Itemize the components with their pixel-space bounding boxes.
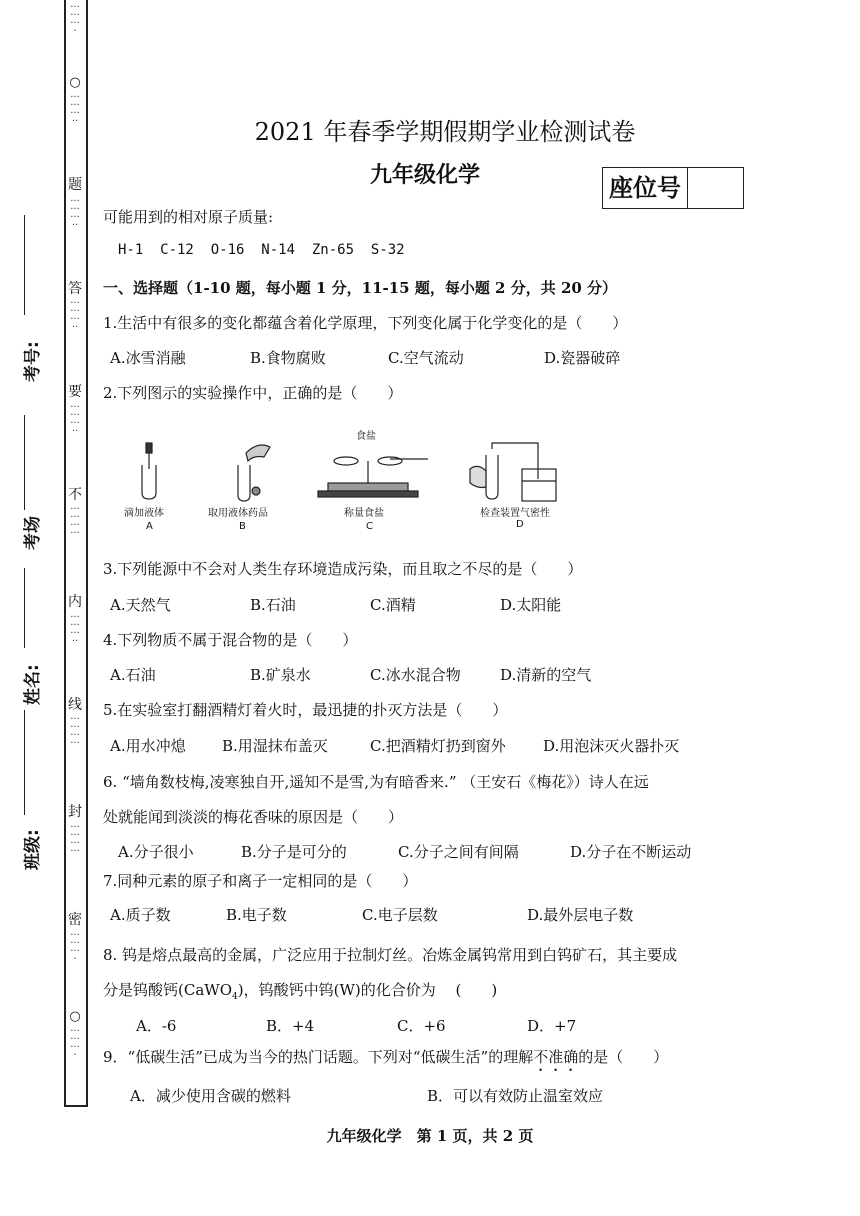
dotted-seal-line: ··········· <box>70 402 80 437</box>
question-9-stem-part: 9．“低碳生活”已成为当今的热门话题。下列对“低碳生活”的理解 <box>103 1048 534 1066</box>
option-c[interactable]: C.把酒精灯扔到窗外 <box>370 737 506 755</box>
caption-d: 检查装置气密性 <box>480 508 550 519</box>
option-c[interactable]: C.空气流动 <box>388 349 464 367</box>
question-8-stem-part: 分是钨酸钙(CaWO <box>103 981 232 999</box>
exam-number-label: 考号: <box>23 341 43 382</box>
question-8-stem-line2 <box>103 979 497 1002</box>
option-b[interactable]: B．可以有效防止温室效应 <box>427 1087 604 1105</box>
seat-number-box[interactable] <box>602 167 744 209</box>
dotted-seal-line: ··········· <box>70 298 80 333</box>
subscript: 4 <box>232 992 238 1002</box>
dotted-seal-line: ··········· <box>70 92 80 127</box>
question-7-stem: 7.同种元素的原子和离子一定相同的是（ ） <box>103 872 418 890</box>
pouring-illustration <box>238 445 270 501</box>
airtightness-illustration <box>470 443 556 501</box>
question-4-stem: 4.下列物质不属于混合物的是（ ） <box>103 631 358 649</box>
option-b[interactable]: B.分子是可分的 <box>241 843 347 861</box>
exam-room-label: 考场 <box>23 516 43 550</box>
exam-subtitle: 九年级化学 <box>370 163 481 188</box>
option-c[interactable]: C.酒精 <box>370 596 416 614</box>
question-2-stem: 2.下列图示的实验操作中，正确的是（ ） <box>103 384 403 402</box>
question-8-stem-part: )，钨酸钙中钨(W)的化合价为 ( ) <box>237 981 498 999</box>
caption-c: 称量食盐 <box>344 508 384 519</box>
question-6-stem-line1: 6. “墙角数枝梅,凌寒独自开,遥知不是雪,为有暗香来.” （王安石《梅花》）诗人在远 <box>103 773 649 791</box>
seal-char: 要 <box>68 384 82 400</box>
option-b[interactable]: B．+4 <box>266 1017 315 1035</box>
letter-d: D <box>516 519 524 530</box>
atomic-mass-heading: 可能用到的相对原子质量: <box>103 208 274 226</box>
option-a[interactable]: A.石油 <box>110 666 156 684</box>
page-footer: 九年级化学 第 1 页，共 2 页 <box>326 1127 534 1145</box>
question-3-stem: 3.下列能源中不会对人类生存环境造成污染，而且取之不尽的是（ ） <box>103 560 583 578</box>
option-b[interactable]: B.食物腐败 <box>250 349 326 367</box>
seal-char: 答 <box>68 281 82 297</box>
exam-title: 2021 年春季学期假期学业检测试卷 <box>254 118 636 146</box>
option-d[interactable]: D.最外层电子数 <box>527 906 634 924</box>
emphasized-text: 不准确 <box>533 1048 579 1066</box>
question-8-stem-line1: 8. 钨是熔点最高的金属，广泛应用于拉制灯丝。冶炼金属钨常用到白钨矿石，其主要成 <box>103 946 678 964</box>
experiment-figure <box>118 431 578 535</box>
caption-a: 滴加液体 <box>124 508 164 519</box>
question-5-stem: 5.在实验室打翻酒精灯着火时，最迅捷的扑灭方法是（ ） <box>103 701 508 719</box>
dotted-seal-line: ············ <box>70 714 80 749</box>
option-a[interactable]: A.质子数 <box>110 906 171 924</box>
option-a[interactable]: A．-6 <box>136 1017 177 1035</box>
atomic-mass-values: H-1 C-12 O-16 N-14 Zn-65 S-32 <box>118 242 405 258</box>
dotted-seal-line: ··········· <box>70 196 80 231</box>
balance-illustration <box>318 457 428 497</box>
fill-line-exam-room <box>24 415 25 510</box>
dotted-seal-line: ·········· <box>70 2 80 37</box>
dotted-seal-line: ············ <box>70 504 80 539</box>
question-6-stem-line2: 处就能闻到淡淡的梅花香味的原因是（ ） <box>103 808 404 826</box>
experiment-illustrations <box>118 435 578 535</box>
option-b[interactable]: B.用湿抹布盖灭 <box>222 737 328 755</box>
option-a[interactable]: A.天然气 <box>110 596 171 614</box>
option-c[interactable]: C.电子层数 <box>362 906 438 924</box>
seat-number-field[interactable] <box>688 168 743 208</box>
letter-a: A <box>146 521 153 532</box>
fill-line-class <box>24 710 25 815</box>
seal-char: 封 <box>68 804 82 820</box>
option-d[interactable]: D.分子在不断运动 <box>570 843 692 861</box>
option-d[interactable]: D.瓷器破碎 <box>544 349 621 367</box>
dotted-seal-line: ·········· <box>70 1026 80 1061</box>
question-9-stem <box>103 1046 668 1075</box>
option-a[interactable]: A.分子很小 <box>118 843 194 861</box>
dotted-seal-line: ············ <box>70 822 80 857</box>
option-d[interactable]: D.用泡沫灭火器扑灭 <box>543 737 680 755</box>
option-d[interactable]: D．+7 <box>527 1017 577 1035</box>
seal-char: 密 <box>68 912 82 928</box>
section-heading: 一、选择题（1-10 题，每小题 1 分，11-15 题，每小题 2 分，共 20 分） <box>103 279 618 297</box>
option-c[interactable]: C.分子之间有间隔 <box>398 843 519 861</box>
option-b[interactable]: B.矿泉水 <box>250 666 311 684</box>
option-b[interactable]: B.石油 <box>250 596 296 614</box>
class-label: 班级: <box>23 829 43 870</box>
letter-c: C <box>366 521 373 532</box>
name-label: 姓名: <box>23 664 43 705</box>
fill-line-name <box>24 568 25 648</box>
salt-label: 食盐 <box>356 431 376 442</box>
option-b[interactable]: B.电子数 <box>226 906 287 924</box>
seal-char: 内 <box>68 594 82 610</box>
seal-char: 线 <box>68 697 82 713</box>
option-a[interactable]: A.冰雪消融 <box>110 349 186 367</box>
option-d[interactable]: D.清新的空气 <box>500 666 592 684</box>
option-d[interactable]: D.太阳能 <box>500 596 562 614</box>
option-c[interactable]: C．+6 <box>397 1017 446 1035</box>
seal-char: 不 <box>68 487 82 503</box>
seal-char: ○ <box>69 75 81 90</box>
letter-b: B <box>239 521 246 532</box>
caption-b: 取用液体药品 <box>208 508 268 519</box>
fill-line-exam-number <box>24 215 25 315</box>
option-a[interactable]: A．减少使用含碳的燃料 <box>130 1087 291 1105</box>
question-9-stem-part: 的是（ ） <box>578 1048 669 1066</box>
dropper-illustration <box>142 443 156 499</box>
dotted-seal-line: ··········· <box>70 612 80 647</box>
dotted-seal-line: ·········· <box>70 930 80 965</box>
option-a[interactable]: A.用水冲熄 <box>110 737 186 755</box>
option-c[interactable]: C.冰水混合物 <box>370 666 461 684</box>
question-1-stem: 1.生活中有很多的变化都蕴含着化学原理，下列变化属于化学变化的是（ ） <box>103 314 628 332</box>
seal-char: 题 <box>68 177 82 193</box>
seat-number-label: 座位号 <box>603 168 688 208</box>
seal-char: ○ <box>69 1009 81 1024</box>
